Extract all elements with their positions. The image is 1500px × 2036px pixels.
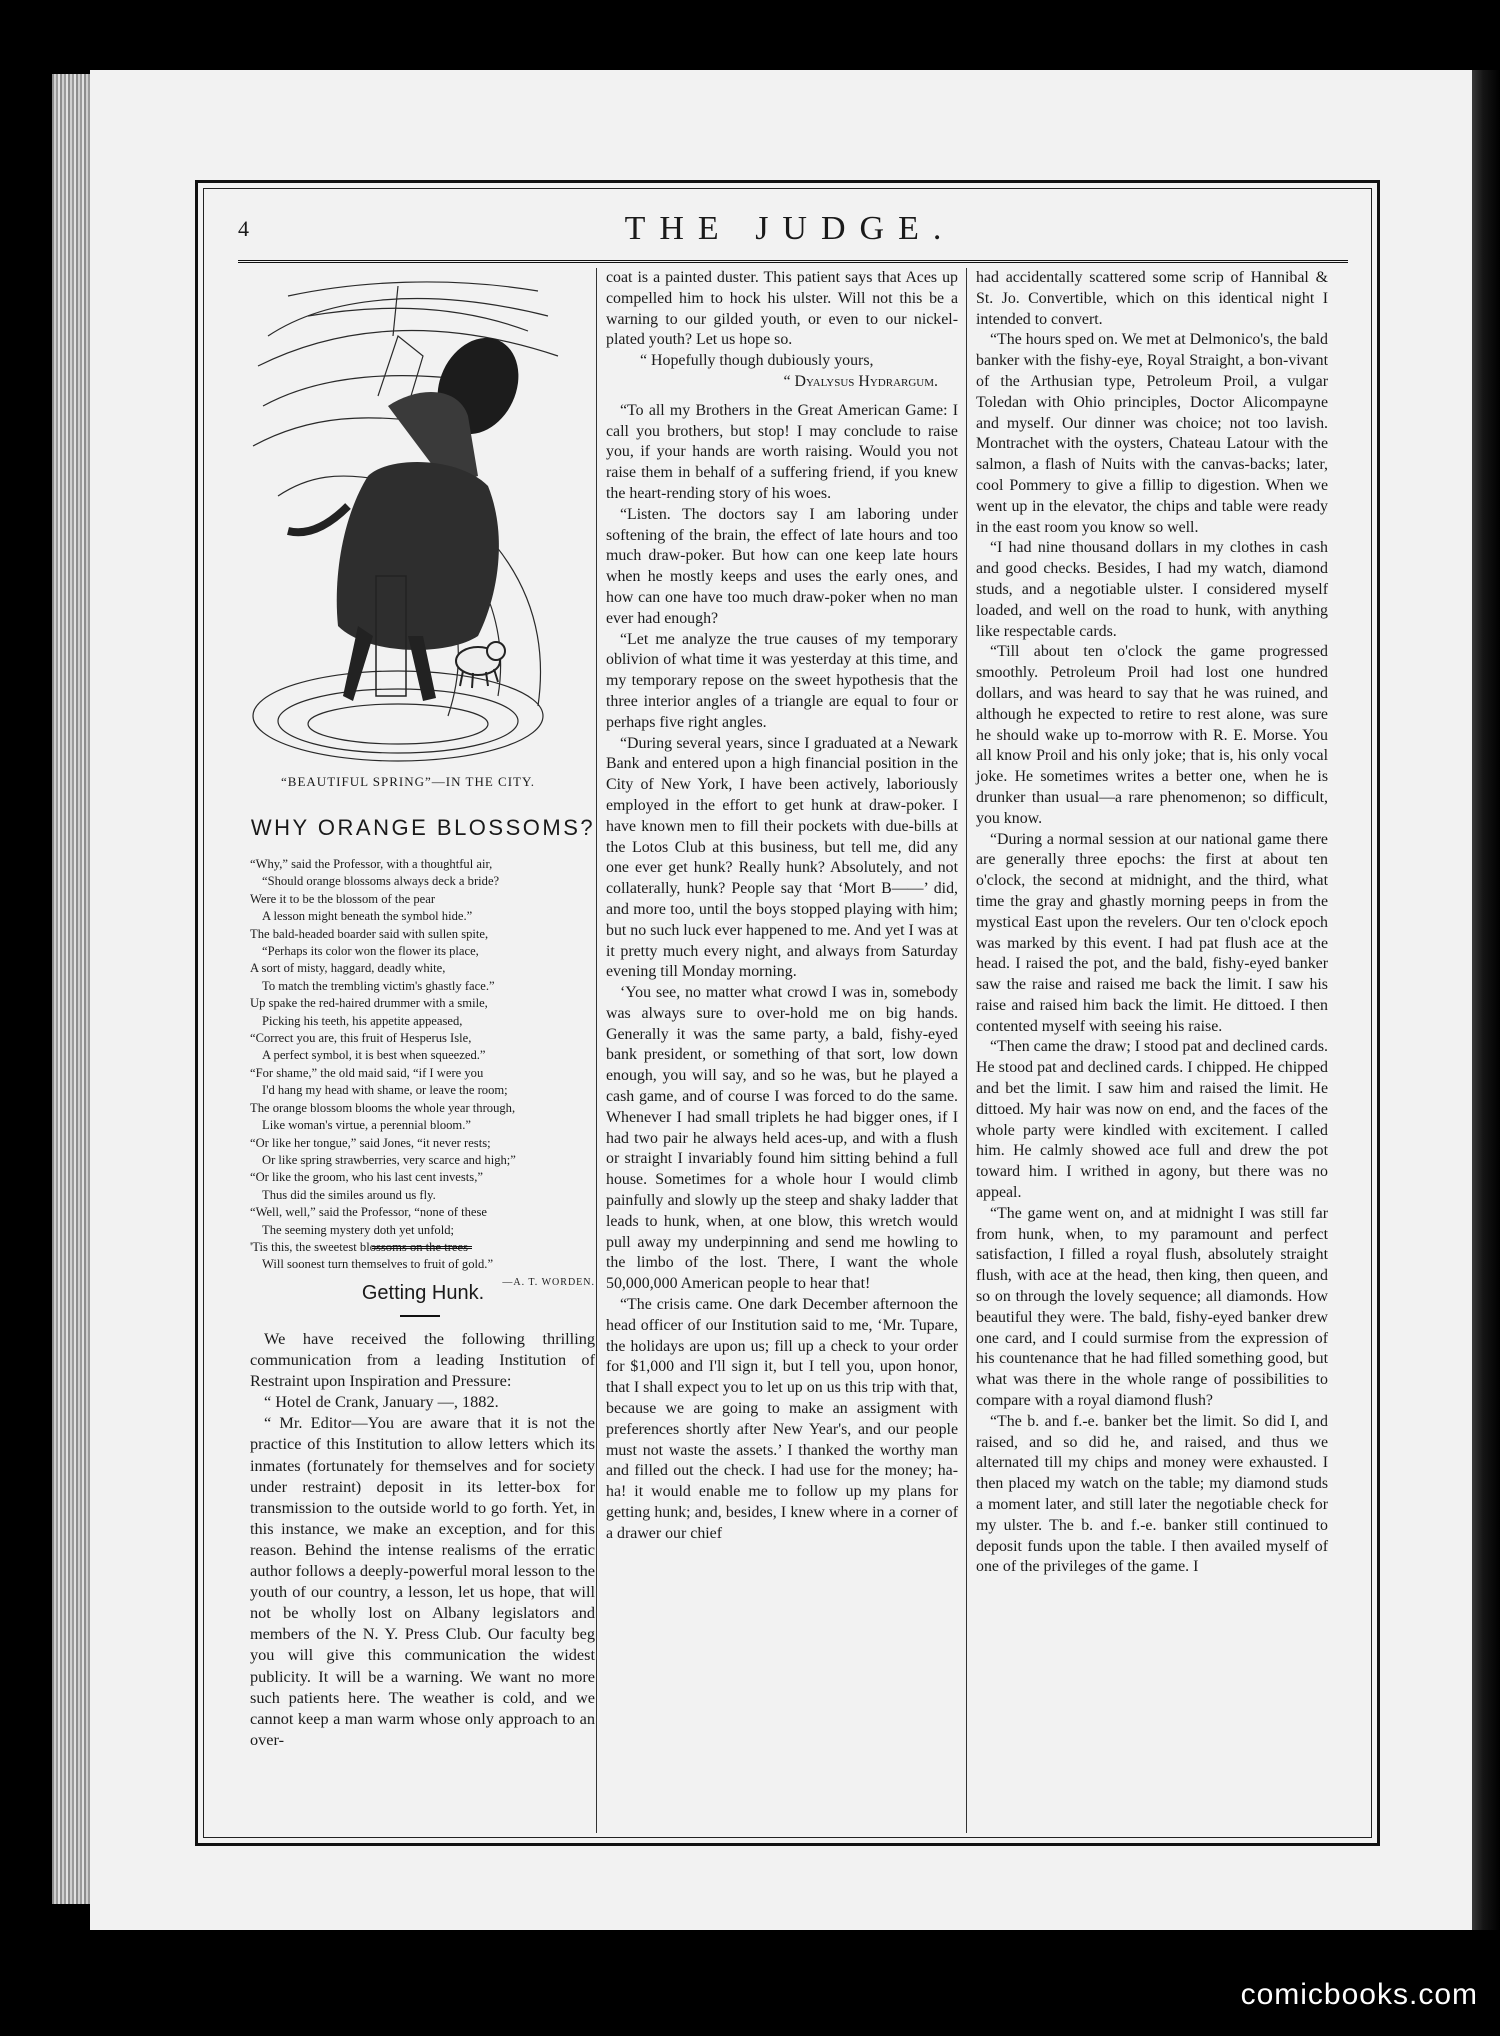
poem-line: “Or like the groom, who his last cent invests,” — [250, 1170, 483, 1185]
watermark: comicbooks.com — [1240, 1978, 1478, 2011]
poem-line: “Should orange blossoms always deck a bride? — [262, 874, 500, 889]
illustration-caption: “BEAUTIFUL SPRING”—IN THE CITY. — [281, 774, 535, 789]
poem-line: Were it to be the blossom of the pear — [250, 891, 436, 906]
page-number: 4 — [238, 216, 249, 241]
poem-line: “Why,” said the Professor, with a thoughtful air, — [250, 857, 493, 871]
article-paragraph: coat is a painted duster. This patient says that Aces up compelled him to hock his ulster. Will not this be a warning to our gilded youth, or even to our nickel-plated youth? Let us hope so. — [606, 269, 958, 349]
poem-line: “For shame,” the old maid said, “if I were you — [250, 1065, 484, 1080]
poem-line: A sort of misty, haggard, deadly white, — [250, 961, 446, 976]
masthead-rule — [238, 260, 1348, 263]
poem-line: “Or like her tongue,” said Jones, “it never rests; — [250, 1135, 491, 1150]
article-paragraph: ‘You see, no matter what crowd I was in, somebody was always sure to over-hold me on big hands. Generally it was the same party, a bald, fishy-eyed bank president, or something of that sort, low down enough, you will say, and so he was, but he played a cash game, and of course I was forced to do the same. Whenever I had small triplets he had bigger ones, if I had two pair he always held aces-up, and with a flush or straight I invariably found him sitting behind a full house. Sometimes for a whole hour I would climb painfully and slowly up the steep and shaky ladder that leads to hunk, when, at one blow, this wretch would pull away my underpinning and send me howling to the limbo of the lost. There, I want the whole 50,000,000 American people to hear that! — [606, 984, 958, 1293]
article-paragraph: “ Hotel de Crank, January —, 1882. — [264, 1392, 499, 1412]
article-paragraph: “ Mr. Editor—You are aware that it is not the practice of this Institution to allow letters which its inmates (fortunately for themselves and for society under restraint) deposit in its letter-box for transmission to the outside world to go forth. Yet, in this instance, we make an exception, and for this reason. Behind the intense realisms of the erratic author follows a deeply-powerful moral lesson to the youth of our country, a lesson, let us hope, that will not be wholly lost on Albany legislators and members of the N. Y. Press Club. Our faculty beg you will give this communication the widest publicity. It will be a warning. We want no more such patients here. The weather is cold, and we cannot keep a man warm whose only approach to an over- — [250, 1413, 595, 1749]
article-column-2 — [606, 268, 958, 1545]
spring-illustration — [248, 276, 568, 776]
poem-line: The seeming mystery doth yet unfold; — [262, 1222, 455, 1237]
article-paragraph: “ Hopefully though dubiously yours, — [640, 352, 874, 370]
article-paragraph: “The crisis came. One dark December afternoon the head officer of our Institution said to me, ‘Mr. Tupare, the holidays are upon us; fill up a check to your order for $1,000 and I'll sign it, but I tell you, upon honor, that I shall expect you to let up on us this trip with that, because we are going to make an assigment with preferences shortly after New Year's, and our people must not waste the assets.’ I thanked the worthy man and filled out the check. I had use for the money; ha-ha! it would enable me to follow up my plans for getting hunk; and, besides, I knew where in a corner of a drawer our chief — [606, 1296, 958, 1542]
poem-line: “Well, well,” said the Professor, “none of these — [250, 1205, 487, 1220]
poem-line: Thus did the similes around us fly. — [262, 1187, 436, 1202]
section-ornament — [372, 1246, 472, 1249]
masthead-title: THE JUDGE. — [624, 210, 956, 247]
column-rule-2 — [966, 268, 967, 1833]
page-stack-edge — [52, 74, 92, 1904]
poem — [250, 856, 595, 1291]
poem-line: “Correct you are, this fruit of Hesperus Isle, — [250, 1031, 472, 1046]
binding-shadow — [1472, 70, 1500, 1930]
article-paragraph: “Listen. The doctors say I am laboring under softening of the brain, the effect of late hours and too much draw-poker. But how can one keep late hours when he mostly keeps and uses the early ones, and how can one have too much draw-poker when no man ever had enough? — [606, 505, 958, 627]
article-paragraph: “During several years, since I graduated at a Newark Bank and entered upon a high financial position in the City of New York, I have been actively, laboriously employed in the effort to get hunk at draw-poker. I have known men to fill their pockets with due-bills at the Lotos Club at this business, but tell me, did any one ever get hunk? Really hunk? Absolutely, and not collaterally, hunk? People say that ‘Mort B——’ did, and more too, until the boys stopped playing with him; but no such luck ever happened to me. And yet I was at it pretty much every night, and always from Saturday evening till Monday morning. — [606, 734, 958, 981]
article-column-1 — [250, 1328, 595, 1750]
article-paragraph: “The hours sped on. We met at Delmonico's, the bald banker with the fishy-eye, Royal Straight, a bon-vivant of the Arthusian type, Petroleum Proil, a vulgar Toledan with Ohio principles, Doctor Alicompayne and myself. Our dinner was choice; not too lavish. Montrachet with the oysters, Chateau Latour with the salmon, a flash of Nuits with the canvas-backs; later, cool Pommery to give a fillip to digestion. When we went up in the elevator, the chips and table were ready in the east room you know so well. — [976, 331, 1329, 536]
poem-line: Will soonest turn themselves to fruit of gold.” — [262, 1257, 494, 1272]
article-paragraph: “To all my Brothers in the Great American Game: I call you brothers, but stop! I may conclude to raise you, if your hands are worth raising. Would you not raise them in behalf of a suffering friend, if you knew the heart-rending story of his woes. — [606, 401, 958, 502]
article-paragraph: “I had nine thousand dollars in my clothes in cash and good checks. Besides, I had my watch, diamond studs, and a negotiable ulster. I considered myself loaded, and well on the road to hunk, with anything like respectable cards. — [976, 539, 1328, 640]
poem-line: To match the trembling victim's ghastly face.” — [262, 978, 495, 993]
title-rule — [400, 1315, 440, 1317]
poem-line: 'Tis this, the sweetest blossoms on the trees — [250, 1239, 468, 1254]
article-paragraph: “Till about ten o'clock the game progressed smoothly. Petroleum Proil had lost one hundred dollars, and was heard to say that he was ruined, and although he expected to retire to rest alone, was sure he should wake up to-morrow with R. E. Morse. You all know Proil and his only joke; that is, his only vocal joke. He sometimes writes a better one, when he is drunker than usual—a rare phenomenon; so difficult, you know. — [976, 643, 1328, 827]
poem-author: —A. T. WORDEN. — [502, 1276, 595, 1288]
poem-line: I'd hang my head with shame, or leave the room; — [262, 1083, 508, 1098]
article-paragraph: “The b. and f.-e. banker bet the limit. So did I, and raised, and so did he, and raised, and thus we alternated till my chips and money were exhausted. I then placed my watch on the table; my diamond studs a moment later, and still later the negotiable check for my ulster. The b. and f.-e. banker still continued to deposit funds upon the table. I then availed myself of one of the privileges of the game. I — [976, 1412, 1328, 1576]
column-rule-1 — [596, 268, 597, 1833]
article-paragraph: “During a normal session at our national game there are generally three epochs: the first at about ten o'clock, the second at midnight, and the third, what time the gray and ghastly morning peeps in from the mystical East upon the revelers. Our ten o'clock epoch was marked by this event. I had pat flush ace at the head. I raised the pot, and the bald, fishy-eyed banker saw the raise and raised me back the limit. I saw his raise and raised him back the limit. He dittoed. I then contented myself with seeing his raise. — [976, 830, 1328, 1035]
poem-title: WHY ORANGE BLOSSOMS? — [250, 815, 596, 840]
poem-line: The bald-headed boarder said with sullen spite, — [250, 926, 489, 941]
article-paragraph: “Let me analyze the true causes of my temporary oblivion of what time it was yesterday at this time, and my temporary repose on the sweet hypothesis that the three interior angles of a triangle are equal to four or perhaps five right angles. — [606, 630, 958, 731]
poem-line: A lesson might beneath the symbol hide.” — [262, 909, 473, 924]
poem-line: Like woman's virtue, a perennial bloom.” — [262, 1118, 471, 1133]
poem-line: The orange blossom blooms the whole year through, — [250, 1100, 516, 1115]
article-paragraph: had accidentally scattered some scrip of Hannibal & St. Jo. Convertible, which on this identical night I intended to convert. — [976, 269, 1328, 328]
poem-line: Picking his teeth, his appetite appeased, — [262, 1013, 463, 1028]
article-paragraph: “The game went on, and at midnight I was still far from hunk, when, to my paramount and perfect satisfaction, I filled a royal flush, absolutely straight flush, with ace at the head, then king, then queen, and so on through the lovely sequence; all diamonds. How beautiful they were. The bald, fishy-eyed banker drew one card, and I could surmise from the expression of his countenance that he had filled something good, but what was there in the whole range of possibilities to compare with a royal diamond flush? — [976, 1204, 1328, 1410]
article-paragraph: “Then came the draw; I stood pat and declined cards. He stood pat and declined cards. I chipped. He chipped and bet the limit. I saw him and raised the limit. He dittoed. My hair was now on end, and the faces of the whole party were kindled with excitement. I called him. He calmly showed ace full and drew the pot toward him. I writhed in agony, but there was no appeal. — [976, 1038, 1328, 1202]
article-paragraph: We have received the following thrilling communication from a leading Institution of Restraint upon Inspiration and Pressure: — [250, 1329, 595, 1391]
article-title: Getting Hunk. — [361, 1282, 485, 1304]
poem-line: Up spake the red-haired drummer with a smile, — [250, 996, 488, 1011]
poem-line: Or like spring strawberries, very scarce and high;” — [262, 1152, 516, 1167]
poem-line: A perfect symbol, it is best when squeezed.” — [262, 1048, 486, 1063]
article-signature: “ Dyalysus Hydrargum. — [783, 372, 938, 390]
article-column-3 — [976, 268, 1328, 1578]
poem-line: “Perhaps its color won the flower its place, — [262, 944, 479, 959]
